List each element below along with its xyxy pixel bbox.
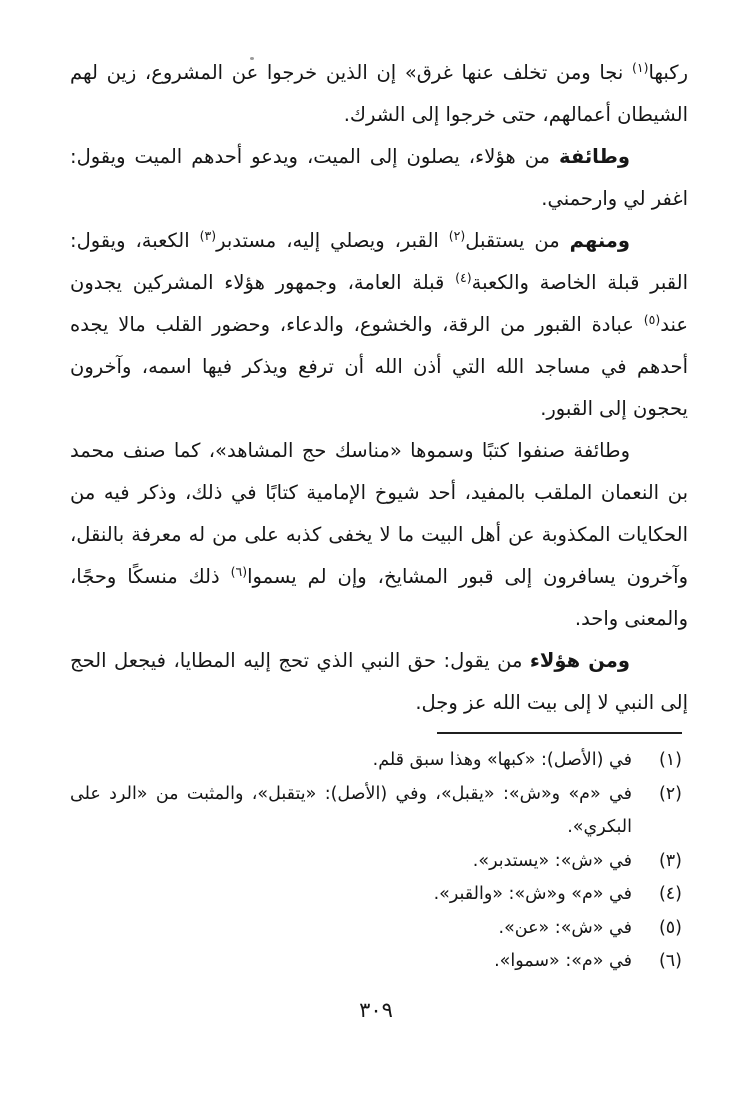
- footnote-number: (٣): [658, 850, 682, 871]
- body-paragraph: ركبها$^{(١)}$ نجا ومن تخلف عنها غرق» إن الذين خرجوا عن المشروع، زين لهم الشيطان أعمالهم، حتى خرجوا إلى الشرك.: [70, 60, 688, 126]
- footnote-number: (٥): [658, 917, 682, 938]
- footnote-number: (٤): [658, 884, 682, 904]
- footnote-text: في «ش»: «عن».: [498, 917, 632, 938]
- footnote: [66, 744, 682, 778]
- page-number: ٣٠٩: [359, 998, 393, 1022]
- footnote: [66, 878, 682, 912]
- body-paragraph: وطائفة صنفوا كتبًا وسموها «مناسك حج المشاهد»، كما صنف محمد بن النعمان الملقب بالمفيد، أحد شيوخ الإمامية كتابًا في ذلك، وذكر فيه من الحكايات المكذوبة عن أهل البيت ما لا يخفى كذبه على من له معرفة بالنقل، وآخرون يسافرون إلى قبور المشايخ، وإن لم يسموا$^{(٦)}$ ذلك منسكًا وحجًا، والمعنى واحد.: [70, 439, 688, 630]
- footnotes-section: [66, 744, 682, 979]
- footnote-text: في «م» و«ش»: «والقبر».: [433, 884, 632, 904]
- footnote-number: (٢): [658, 783, 682, 804]
- body-paragraph: وطائفة من هؤلاء، يصلون إلى الميت، ويدعو أحدهم الميت ويقول: اغفر لي وارحمني.: [70, 145, 688, 210]
- footnote: [66, 778, 682, 845]
- footnote: [66, 912, 682, 946]
- footnote-text: في «ش»: «يستدبر».: [472, 850, 632, 871]
- footnote: [66, 945, 682, 979]
- body-paragraph: ومنهم من يستقبل$^{(٢)}$ القبر، ويصلي إليه، مستدبر$^{(٣)}$ الكعبة، ويقول: القبر قبلة الخاصة والكعبة$^{(٤)}$ قبلة العامة، وجمهور هؤلاء المشركين يجدون عند$^{(٥)}$ عبادة القبور من الرقة، والخشوع، والدعاء، وحضور القلب مالا يجده أحدهم في مساجد الله التي أذن الله أن ترفع ويذكر فيها اسمه، وآخرون يحجون إلى القبور.: [70, 228, 688, 420]
- footnote-number: (٦): [658, 951, 682, 971]
- footnote: [66, 845, 682, 879]
- footnote-text: في (الأصل): «كبها» وهذا سبق قلم.: [372, 750, 632, 770]
- body-text: [70, 52, 688, 724]
- footnote-number: (١): [658, 750, 682, 770]
- footnote-text: في «م»: «سموا».: [494, 951, 632, 971]
- footnote-text: في «م» و«ش»: «يقبل»، وفي (الأصل): «يتقبل»، والمثبت من «الرد على البكري».: [70, 783, 632, 837]
- footnote-separator: [437, 732, 682, 734]
- body-paragraph: ومن هؤلاء من يقول: حق النبي الذي تحج إليه المطايا، فيجعل الحج إلى النبي لا إلى بيت الله عز وجل.: [70, 649, 688, 714]
